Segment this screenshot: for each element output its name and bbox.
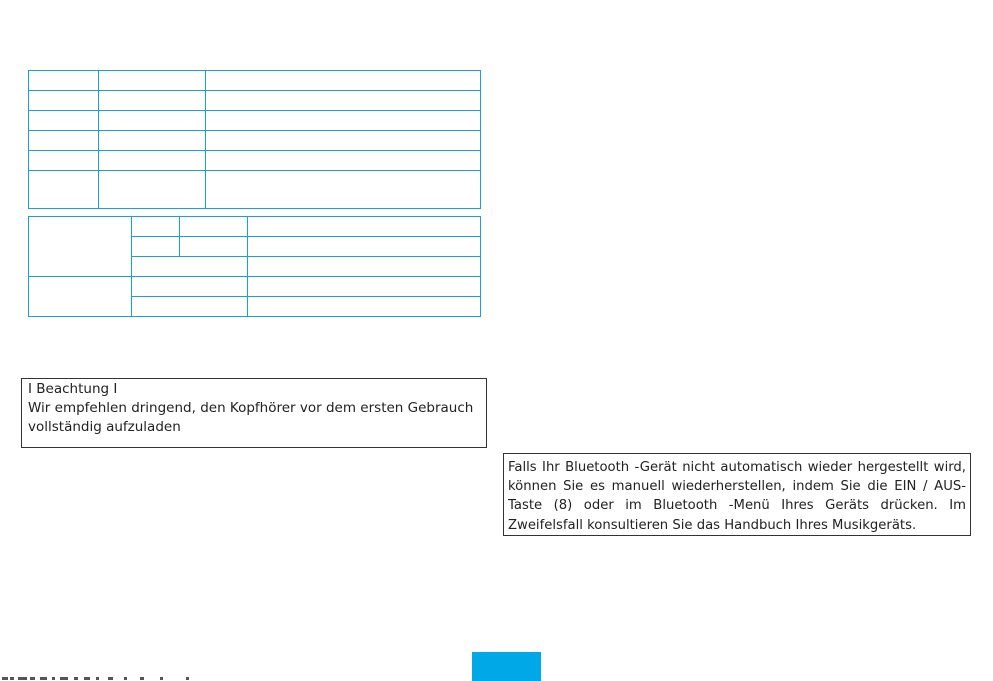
page-number-tab: [472, 652, 541, 681]
spec-table-top: [28, 70, 481, 209]
table-row: [29, 131, 481, 151]
cropped-footer-text: [0, 676, 220, 681]
table-row: [29, 151, 481, 171]
notice-heading: I Beachtung I: [28, 381, 118, 397]
table-row: [29, 171, 481, 209]
table-row: [29, 217, 481, 237]
table-row: [29, 111, 481, 131]
notice-body: Wir empfehlen dringend, den Kopfhörer vor dem ersten Gebrauch vollständig aufzuladen: [28, 400, 474, 435]
bluetooth-reconnect-notice: [503, 453, 971, 536]
spec-table-bottom: [28, 216, 481, 317]
charging-notice: [21, 378, 487, 448]
table-row: [29, 277, 481, 297]
notice-body: Falls Ihr Bluetooth -Gerät nicht automatisch wieder hergestellt wird, können Sie es manuell wiederherstellen, indem Sie die EIN / AUS-Taste (8) oder im Bluetooth -Menü Ihres Geräts drücken. Im Zweifelsfall konsultieren Sie das Handbuch Ihres Musikgeräts.: [508, 460, 966, 533]
table-row: [29, 71, 481, 91]
table-row: [29, 91, 481, 111]
